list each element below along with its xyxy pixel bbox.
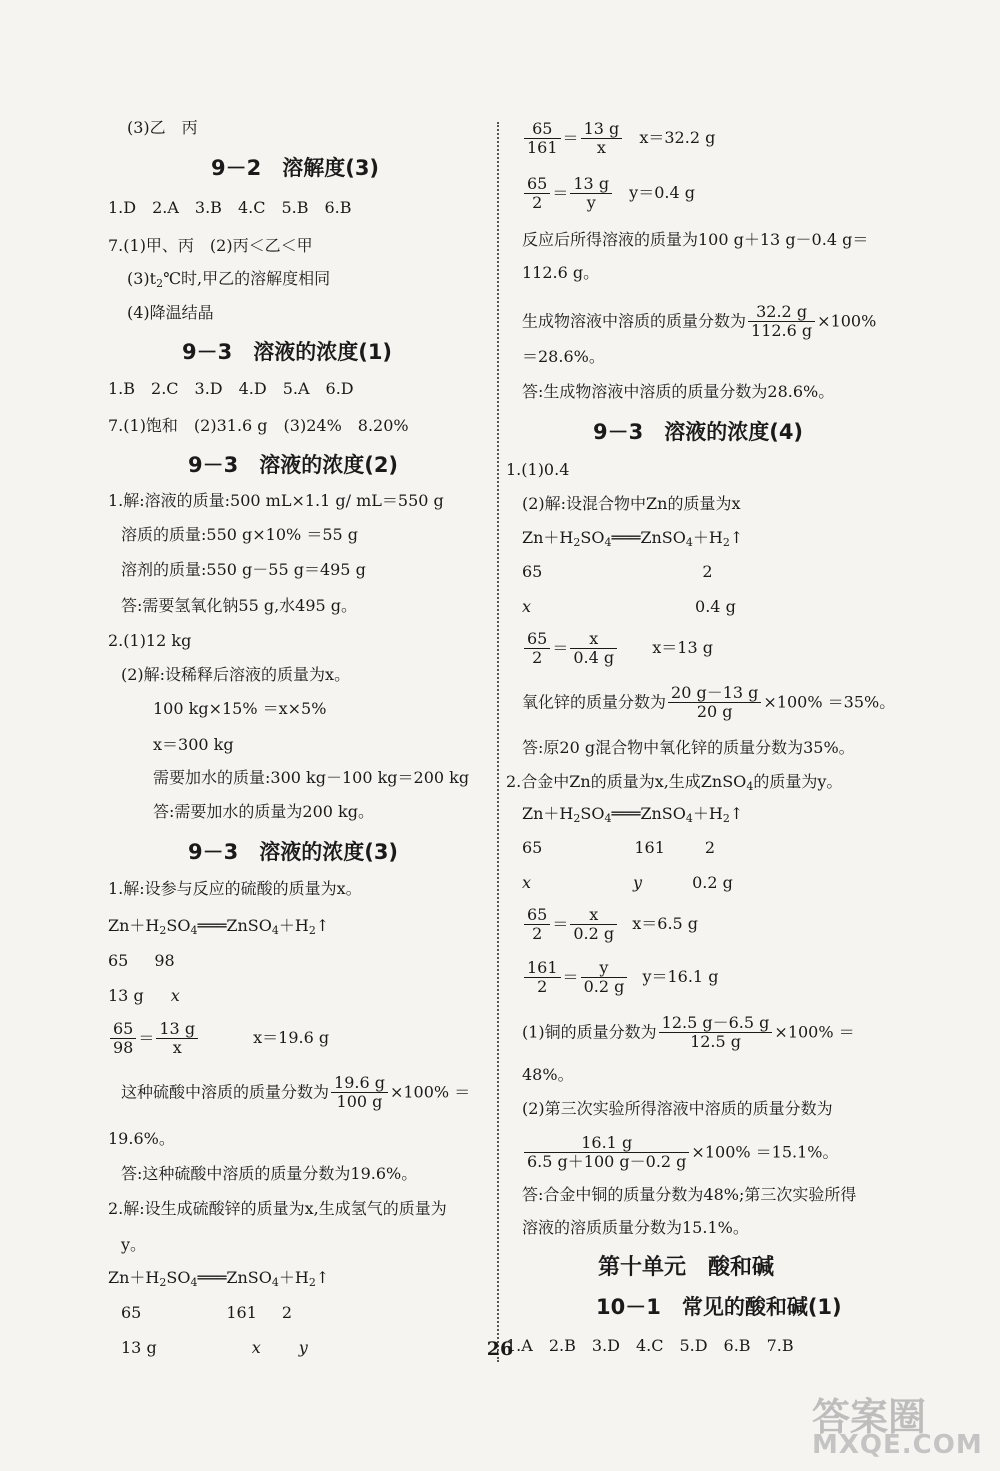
fraction: $\frac{32.2 g}{112.6 g}$: [748, 303, 815, 341]
page-number: 26: [486, 1338, 514, 1360]
answer-line: 112.6 g。: [522, 263, 600, 282]
fraction: $\frac{12.5 g-6.5 g}{12.5 g}$: [659, 1014, 773, 1052]
answer-line: 生成物溶液中溶质的质量分数为 $\frac{32.2 g}{112.6 g}$ ×100%: [522, 302, 877, 341]
fraction: $\frac{65}{2}$: [524, 175, 550, 213]
answer-line: (1)铜的质量分数为 $\frac{12.5 g-6.5 g}{12.5 g}$ ×100% ＝: [522, 1013, 855, 1052]
answer-line: 氧化锌的质量分数为 $\frac{20 g-13 g}{20 g}$ ×100% ＝35%。: [522, 683, 896, 722]
answer-line: 2.(1)12 kg: [108, 631, 192, 650]
fraction: $\frac{19.6 g}{100 g}$: [331, 1074, 388, 1112]
answer-line: 7.(1)饱和 (2)31.6 g (3)24% 8.20%: [108, 416, 409, 435]
answer-line: 7.(1)甲、丙 (2)丙＜乙＜甲: [108, 236, 313, 255]
section-heading: 10－1 常见的酸和碱(1): [596, 1295, 842, 1319]
fraction-equation: $\frac{65}{2}$ ＝ $\frac{x}{0.4 g}$ x＝13 g: [522, 630, 713, 668]
answer-line: 答:这种硫酸中溶质的质量分数为19.6%。: [121, 1164, 418, 1183]
answer-line: 100 kg×15% ＝x×5%: [153, 699, 327, 718]
fraction: $\frac{20 g-13 g}{20 g}$: [668, 684, 761, 722]
fraction: $\frac{13 g}{y}$: [570, 175, 612, 213]
answer-line: 48%。: [522, 1065, 574, 1084]
answer-line: (4)降温结晶: [127, 303, 214, 322]
answer-line: (2)第三次实验所得溶液中溶质的质量分数为: [522, 1099, 833, 1118]
fraction-equation: $\frac{65}{2}$ ＝ $\frac{x}{0.2 g}$ x＝6.5 g: [522, 906, 698, 944]
fraction: $\frac{13 g}{x}$: [581, 120, 623, 158]
answer-line: 反应后所得溶液的质量为100 g＋13 g－0.4 g＝: [522, 230, 869, 249]
fraction: $\frac{65}{161}$: [524, 120, 561, 158]
fraction: $\frac{65}{2}$: [524, 906, 550, 944]
section-heading: 9－3 溶液的浓度(3): [188, 840, 399, 864]
answer-line: (3)乙 丙: [127, 118, 198, 137]
chemical-equation: $Zn+H_2SO_4═══ZnSO_4+H_2↑$: [522, 804, 744, 825]
answer-line: 2.解:设生成硫酸锌的质量为x,生成氢气的质量为: [108, 1199, 447, 1218]
answer-line: $\frac{16.1 g}{6.5 g+100 g-0.2 g}$ ×100% ＝15.1%。: [522, 1134, 839, 1172]
watermark-url: MXQE.COM: [812, 1430, 983, 1460]
answer-line: 答:需要加水的质量为200 kg。: [153, 802, 374, 821]
answer-line: 需要加水的质量:300 kg－100 kg＝200 kg: [153, 768, 470, 787]
chemical-equation: $Zn+H_2SO_4═══ZnSO_4+H_2↑$: [108, 916, 330, 937]
fraction: $\frac{65}{98}$: [110, 1020, 136, 1058]
answer-line: 65 2: [522, 562, 713, 581]
answer-line: 1.B 2.C 3.D 4.D 5.A 6.D: [108, 379, 354, 398]
answer-line: 1.A 2.B 3.D 4.C 5.D 6.B 7.B: [506, 1336, 794, 1355]
chemical-equation: $Zn+H_2SO_4═══ZnSO_4+H_2↑$: [108, 1268, 330, 1289]
fraction: $\frac{x}{0.2 g}$: [570, 906, 617, 944]
fraction: $\frac{161}{2}$: [524, 959, 561, 997]
section-heading: 9－3 溶液的浓度(2): [188, 453, 399, 477]
answer-line: 溶质的质量:550 g×10% ＝55 g: [121, 525, 359, 544]
answer-line: 13 g x: [108, 986, 180, 1005]
watermark-logo: 答案圈: [812, 1395, 927, 1439]
answer-line: 1.解:溶液的质量:500 mL×1.1 g/ mL＝550 g: [108, 491, 444, 510]
answer-line: (2)解:设稀释后溶液的质量为x。: [121, 665, 351, 684]
unit-heading: 第十单元 酸和碱: [598, 1255, 775, 1280]
fraction: $\frac{16.1 g}{6.5 g+100 g-0.2 g}$: [524, 1134, 689, 1172]
fraction: $\frac{13 g}{x}$: [156, 1020, 198, 1058]
section-heading: 9－3 溶液的浓度(1): [182, 340, 393, 364]
answer-line: 答:原20 g混合物中氧化锌的质量分数为35%。: [522, 738, 855, 757]
answer-line: 答:需要氢氧化钠55 g,水495 g。: [121, 596, 358, 615]
answer-line: 65 161 2: [121, 1303, 293, 1322]
fraction-equation: $\frac{161}{2}$ ＝ $\frac{y}{0.2 g}$ y＝16.1 g: [522, 959, 718, 997]
column-divider: [497, 122, 499, 1362]
answer-line: 这种硫酸中溶质的质量分数为 $\frac{19.6 g}{100 g}$ ×100% ＝: [121, 1073, 471, 1112]
section-heading: 9－2 溶解度(3): [211, 156, 380, 180]
answer-line: 19.6%。: [108, 1129, 175, 1148]
answer-line: 答:生成物溶液中溶质的质量分数为28.6%。: [522, 382, 835, 401]
answer-line: x＝300 kg: [153, 735, 234, 754]
answer-line: 65 98: [108, 951, 175, 970]
answer-line: 1.(1)0.4: [506, 460, 570, 479]
answer-line: 溶剂的质量:550 g－55 g＝495 g: [121, 560, 366, 579]
fraction: $\frac{y}{0.2 g}$: [581, 959, 628, 997]
answer-line: y。: [121, 1235, 147, 1254]
answer-line: 65 161 2: [522, 838, 716, 857]
answer-line: 溶液的溶质质量分数为15.1%。: [522, 1218, 749, 1237]
answer-line: 13 g x y: [121, 1338, 308, 1357]
answer-line: 1.解:设参与反应的硫酸的质量为x。: [108, 879, 362, 898]
answer-line: $(3)t_2℃$时,甲乙的溶解度相同: [127, 269, 331, 290]
fraction: $\frac{65}{2}$: [524, 630, 550, 668]
fraction-equation: $\frac{65}{98}$ ＝ $\frac{13 g}{x}$ x＝19.6 g: [108, 1020, 329, 1058]
answer-line: ＝28.6%。: [522, 347, 605, 366]
chemical-equation: $Zn+H_2SO_4═══ZnSO_4+H_2↑$: [522, 528, 744, 549]
answer-line: 1.D 2.A 3.B 4.C 5.B 6.B: [108, 198, 352, 217]
fraction-equation: $\frac{65}{161}$ ＝ $\frac{13 g}{x}$ x＝32.2 g: [522, 120, 715, 158]
section-heading: 9－3 溶液的浓度(4): [593, 420, 804, 444]
answer-line: x y 0.2 g: [522, 873, 733, 892]
fraction-equation: $\frac{65}{2}$ ＝ $\frac{13 g}{y}$ y＝0.4 g: [522, 175, 695, 213]
answer-line: 答:合金中铜的质量分数为48%;第三次实验所得: [522, 1185, 857, 1204]
answer-line: x 0.4 g: [522, 597, 736, 616]
answer-line: 2.合金中Zn的质量为x,生成ZnSO$_4$的质量为y。: [506, 772, 843, 793]
answer-line: (2)解:设混合物中Zn的质量为x: [522, 494, 741, 513]
fraction: $\frac{x}{0.4 g}$: [570, 630, 617, 668]
